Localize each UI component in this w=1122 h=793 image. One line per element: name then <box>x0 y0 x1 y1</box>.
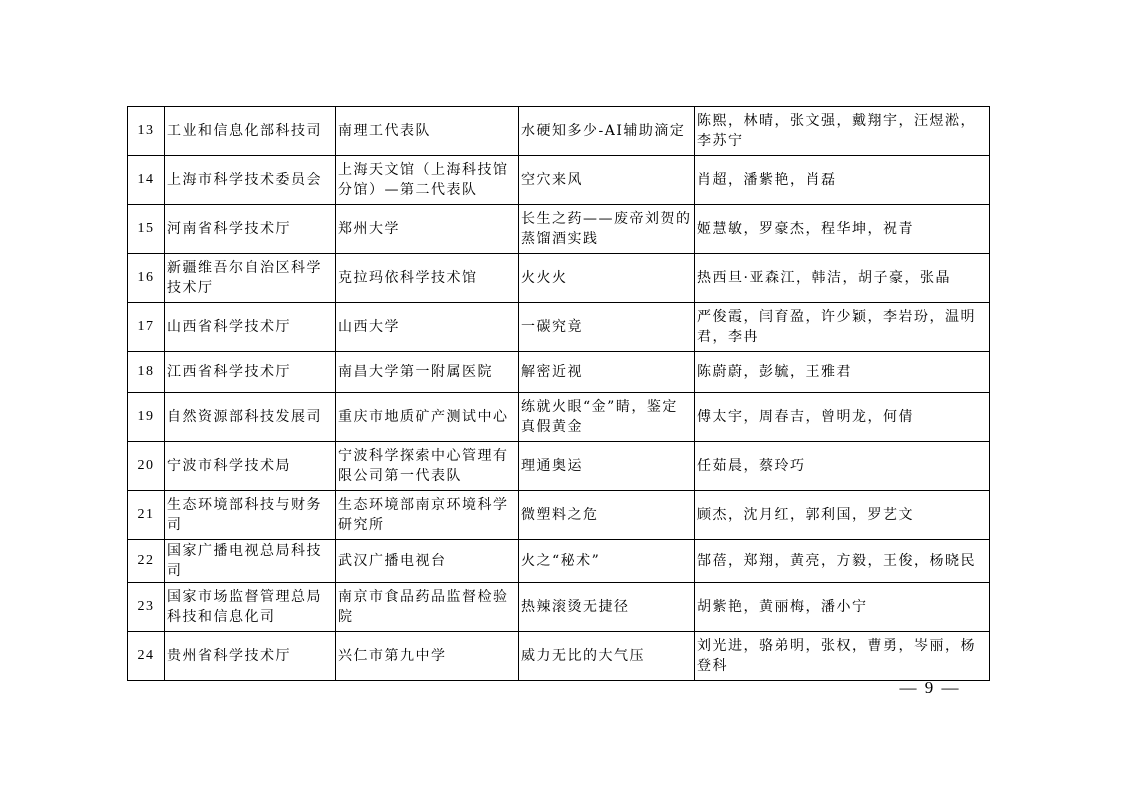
team-name: 宁波科学探索中心管理有限公司第一代表队 <box>336 442 519 491</box>
award-list-body <box>128 107 990 681</box>
work-title: 火之“秘术” <box>519 540 695 583</box>
row-number: 24 <box>128 632 165 681</box>
row-number: 14 <box>128 156 165 205</box>
team-members: 姬慧敏，罗豪杰，程华坤，祝青 <box>695 205 990 254</box>
work-title: 解密近视 <box>519 352 695 393</box>
page-number: — 9 — <box>899 678 961 697</box>
team-members: 任茹晨，蔡玲巧 <box>695 442 990 491</box>
team-name: 南理工代表队 <box>336 107 519 156</box>
team-name: 重庆市地质矿产测试中心 <box>336 393 519 442</box>
row-number: 22 <box>128 540 165 583</box>
table-row <box>128 205 990 254</box>
team-name: 郑州大学 <box>336 205 519 254</box>
team-name: 生态环境部南京环境科学研究所 <box>336 491 519 540</box>
team-members: 胡紫艳，黄丽梅，潘小宁 <box>695 583 990 632</box>
work-title: 威力无比的大气压 <box>519 632 695 681</box>
team-members: 陈熙，林晴，张文强，戴翔宇，汪煜淞，李苏宁 <box>695 107 990 156</box>
work-title: 理通奥运 <box>519 442 695 491</box>
team-name: 兴仁市第九中学 <box>336 632 519 681</box>
work-title: 一碳究竟 <box>519 303 695 352</box>
team-name: 南昌大学第一附属医院 <box>336 352 519 393</box>
table-row <box>128 583 990 632</box>
recommending-unit: 工业和信息化部科技司 <box>165 107 336 156</box>
table-row <box>128 352 990 393</box>
work-title: 长生之药——废帝刘贺的蒸馏酒实践 <box>519 205 695 254</box>
recommending-unit: 河南省科学技术厅 <box>165 205 336 254</box>
table-row <box>128 303 990 352</box>
recommending-unit: 上海市科学技术委员会 <box>165 156 336 205</box>
team-members: 刘光进，骆弟明，张权，曹勇，岑丽，杨登科 <box>695 632 990 681</box>
team-members: 热西旦·亚森江，韩洁，胡子豪，张晶 <box>695 254 990 303</box>
row-number: 19 <box>128 393 165 442</box>
row-number: 15 <box>128 205 165 254</box>
team-name: 克拉玛依科学技术馆 <box>336 254 519 303</box>
team-members: 顾杰，沈月红，郭利国，罗艺文 <box>695 491 990 540</box>
team-members: 郜蓓，郑翔，黄亮，方毅，王俊，杨晓民 <box>695 540 990 583</box>
row-number: 18 <box>128 352 165 393</box>
team-members: 严俊霞，闫育盈，许少颖，李岩玢，温明君，李冉 <box>695 303 990 352</box>
team-name: 武汉广播电视台 <box>336 540 519 583</box>
row-number: 20 <box>128 442 165 491</box>
recommending-unit: 自然资源部科技发展司 <box>165 393 336 442</box>
table-row <box>128 442 990 491</box>
team-name: 上海天文馆（上海科技馆分馆）—第二代表队 <box>336 156 519 205</box>
row-number: 23 <box>128 583 165 632</box>
table-row <box>128 491 990 540</box>
team-name: 南京市食品药品监督检验院 <box>336 583 519 632</box>
recommending-unit: 贵州省科学技术厅 <box>165 632 336 681</box>
recommending-unit: 国家市场监督管理总局科技和信息化司 <box>165 583 336 632</box>
table-row <box>128 156 990 205</box>
award-list-table <box>127 106 990 681</box>
team-members: 肖超，潘紫艳，肖磊 <box>695 156 990 205</box>
work-title: 热辣滚烫无捷径 <box>519 583 695 632</box>
team-members: 傅太宇，周春吉，曾明龙，何倩 <box>695 393 990 442</box>
recommending-unit: 生态环境部科技与财务司 <box>165 491 336 540</box>
recommending-unit: 国家广播电视总局科技司 <box>165 540 336 583</box>
table-row <box>128 540 990 583</box>
work-title: 水硬知多少-AI辅助滴定 <box>519 107 695 156</box>
team-members: 陈蔚蔚，彭毓，王雅君 <box>695 352 990 393</box>
table-row <box>128 107 990 156</box>
recommending-unit: 山西省科学技术厅 <box>165 303 336 352</box>
row-number: 17 <box>128 303 165 352</box>
row-number: 13 <box>128 107 165 156</box>
team-name: 山西大学 <box>336 303 519 352</box>
recommending-unit: 江西省科学技术厅 <box>165 352 336 393</box>
table-row <box>128 632 990 681</box>
work-title: 练就火眼“金”睛，鉴定真假黄金 <box>519 393 695 442</box>
table-row <box>128 254 990 303</box>
work-title: 火火火 <box>519 254 695 303</box>
recommending-unit: 新疆维吾尔自治区科学技术厅 <box>165 254 336 303</box>
row-number: 16 <box>128 254 165 303</box>
row-number: 21 <box>128 491 165 540</box>
recommending-unit: 宁波市科学技术局 <box>165 442 336 491</box>
work-title: 微塑料之危 <box>519 491 695 540</box>
table-row <box>128 393 990 442</box>
work-title: 空穴来风 <box>519 156 695 205</box>
